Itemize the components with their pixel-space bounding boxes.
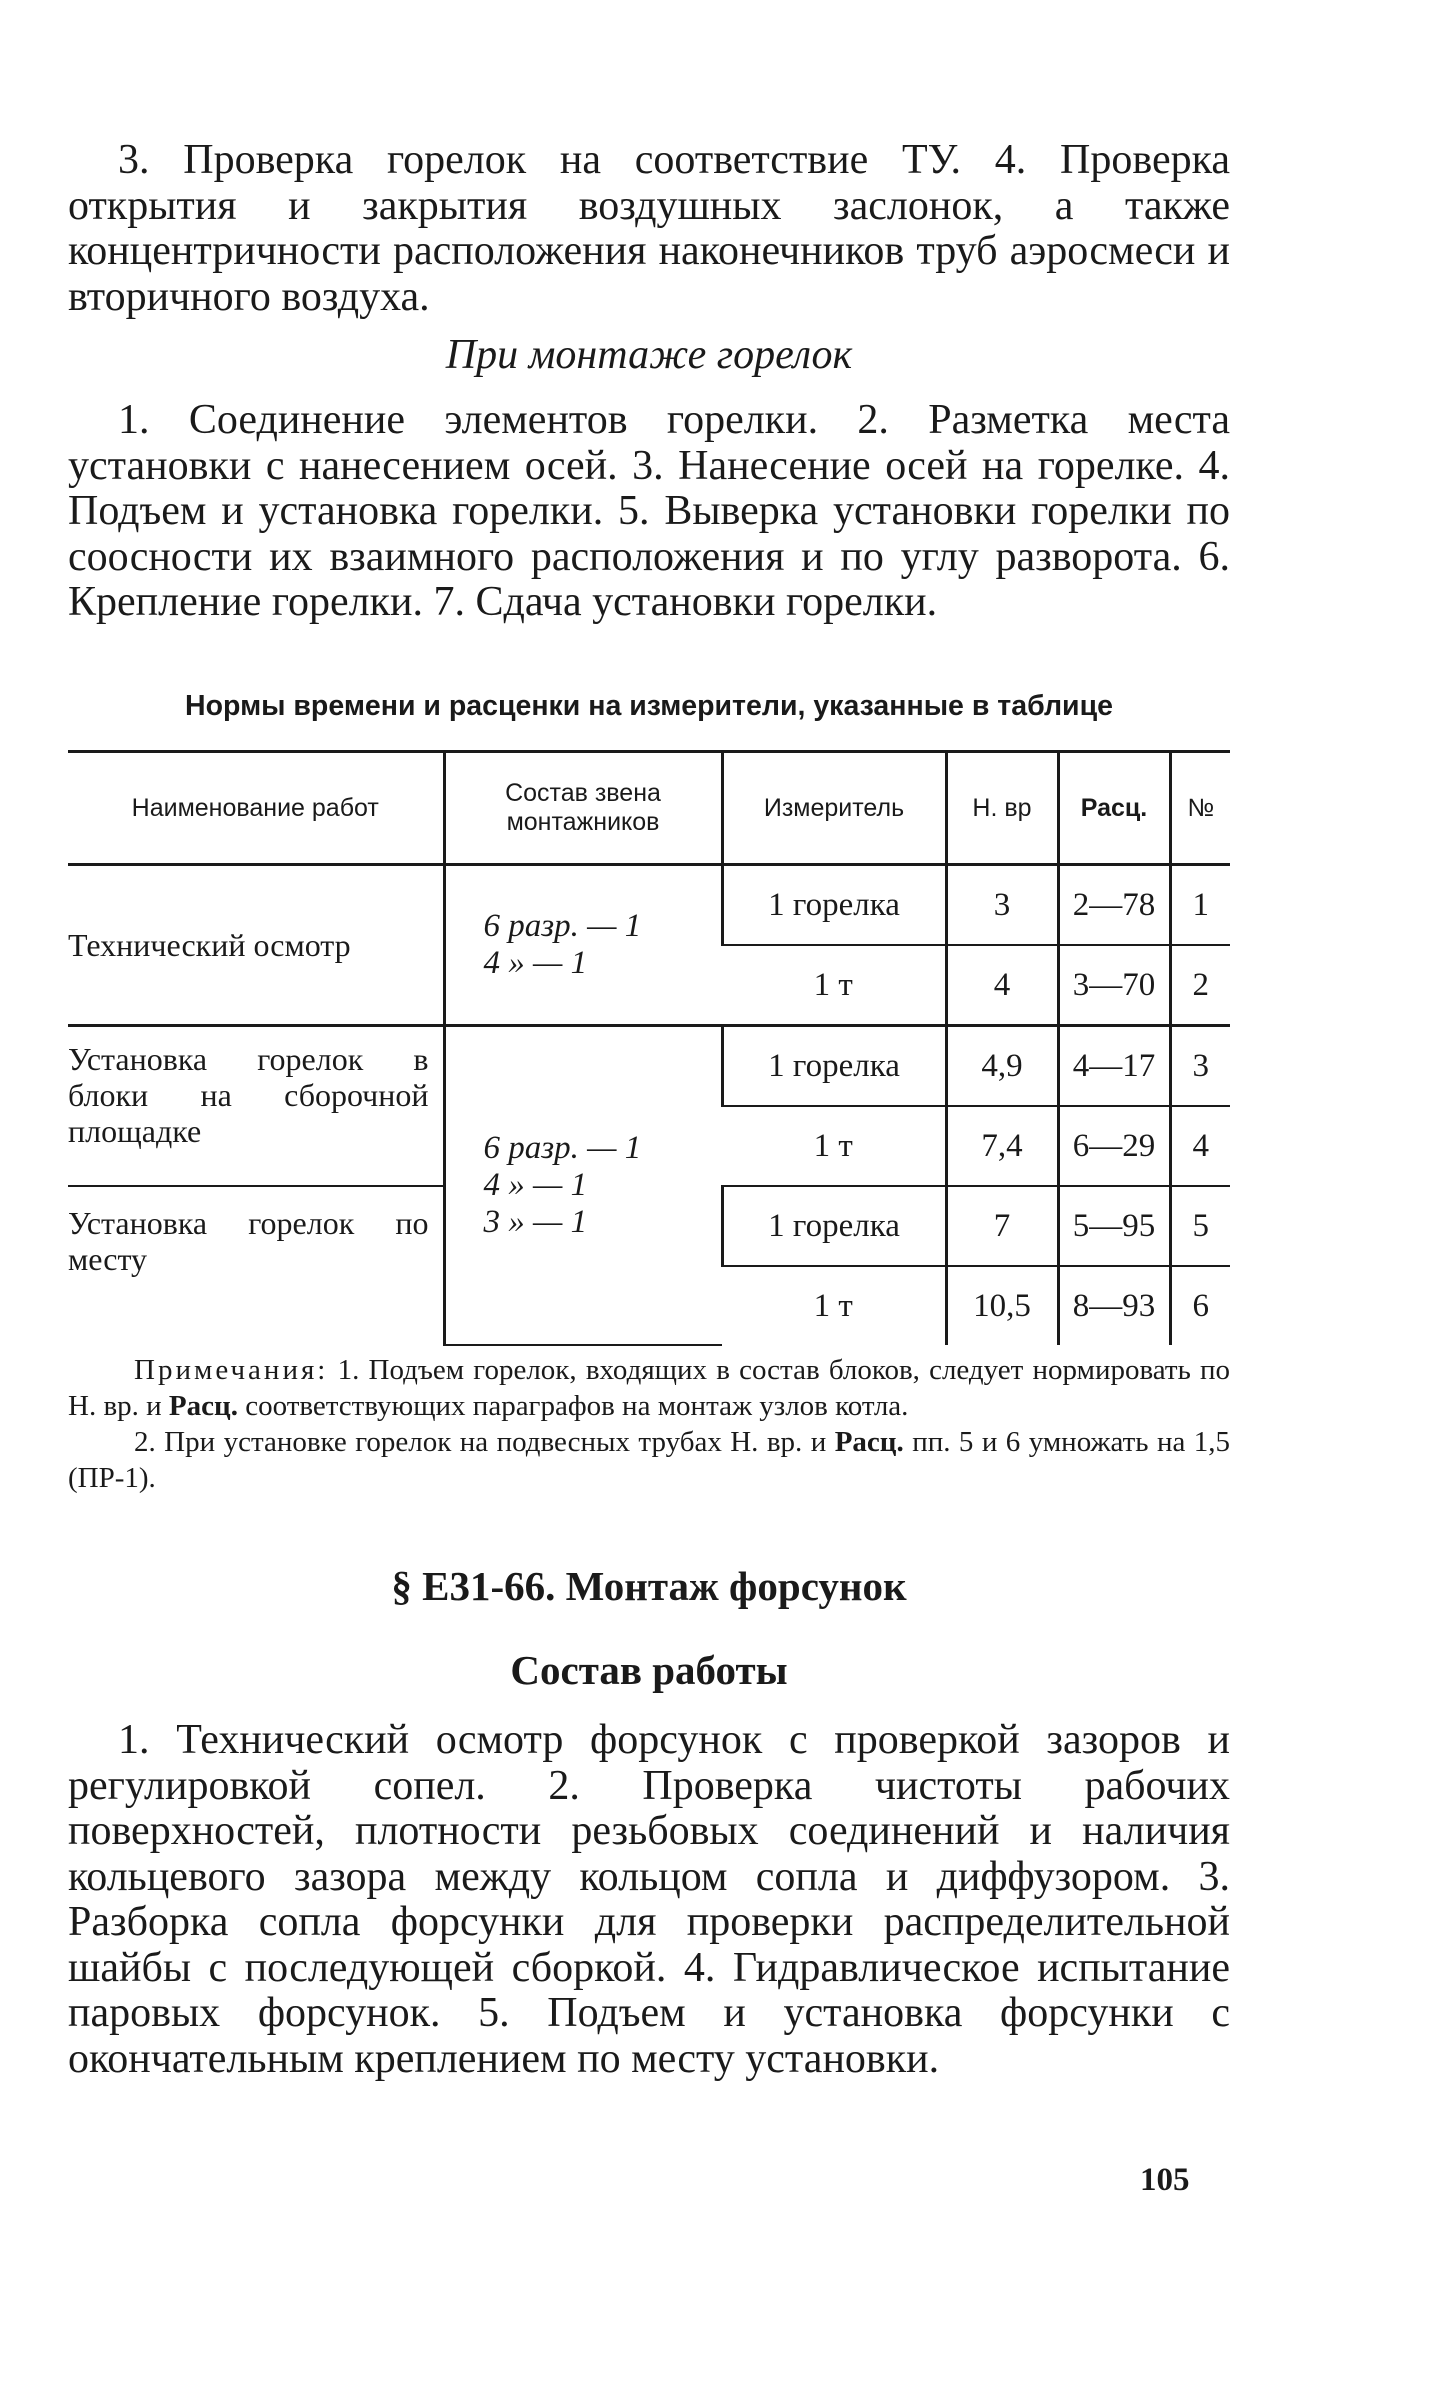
rate-cell: 3—70	[1058, 945, 1170, 1026]
crew-line: 3 » — 1	[483, 1204, 588, 1240]
rate-cell: 6—29	[1058, 1106, 1170, 1186]
rate-cell: 8—93	[1058, 1266, 1170, 1345]
rate-cell: 5—95	[1058, 1186, 1170, 1266]
rate-cell: 4—17	[1058, 1026, 1170, 1107]
norms-table-block	[68, 688, 1230, 1346]
unit-cell: 1 т	[722, 945, 946, 1026]
crew-line: 6 разр. — 1	[483, 908, 642, 944]
norm-cell: 4	[946, 945, 1058, 1026]
note-2: 2. При установке горелок на подвесных трубах Н. вр. и Расц. пп. 5 и 6 умножать на 1,5 (ПР-1).	[68, 1426, 1231, 1494]
norm-cell: 3	[946, 865, 1058, 946]
row-number-cell: 4	[1170, 1106, 1230, 1186]
section-text: 1. Технический осмотр форсунок с проверкой зазоров и регулировкой сопел. 2. Проверка чистоты рабочих поверхностей, плотности резьбовых соединений и наличия кольцевого зазора между кольцом сопла и диффузором. 3. Разборка сопла форсунки для проверки распределительной шайбы с последующей сборкой. 4. Гидравлическое испытание паровых форсунок. 5. Подъем и установка форсунки с окончательным креплением по месту установки.	[68, 1717, 1230, 2082]
table-title: Нормы времени и расценки на измерители, указанные в таблице	[185, 690, 1113, 722]
crew-composition	[444, 1026, 722, 1346]
work-name: Установка горелок в блоки на сборочной площадке	[68, 1026, 444, 1187]
crew-composition	[444, 865, 722, 1026]
work-name: Установка горелок по месту	[68, 1205, 429, 1277]
table-header-row	[68, 752, 1230, 865]
row-number-cell: 3	[1170, 1026, 1230, 1107]
norm-cell: 7	[946, 1186, 1058, 1266]
unit-cell: 1 т	[813, 1287, 853, 1324]
header-norm: Н. вр	[946, 752, 1058, 865]
intro-paragraph	[68, 138, 1230, 320]
mounting-heading: При монтаже горелок	[445, 332, 853, 378]
work-name: Технический осмотр	[68, 865, 444, 1026]
page-number: 105	[1140, 2162, 1190, 2198]
note-1: Примечания: 1. Подъем горелок, входящих в состав блоков, следует нормировать по Н. вр. и Расц. соответствующих параграфов на монтаж узлов котла.	[68, 1354, 1231, 1422]
row-number-cell: 2	[1170, 945, 1230, 1026]
notes-label: Примечания:	[134, 1354, 329, 1386]
header-crew: Состав звена монтажников	[444, 752, 722, 865]
norm-cell: 10,5	[946, 1266, 1058, 1345]
header-unit: Измеритель	[722, 752, 946, 865]
mounting-section	[68, 330, 1230, 626]
rate-cell: 2—78	[1058, 865, 1170, 946]
mounting-text: 1. Соединение элементов горелки. 2. Разметка места установки с нанесением осей. 3. Нанесение осей на горелке. 4. Подъем и установка горелки. 5. Выверка установки горелки по соосности их взаимного расположения и по углу разворота. 6. Крепление горелки. 7. Сдача установки горелки.	[68, 397, 1230, 625]
header-num: №	[1170, 752, 1230, 865]
intro-text: 3. Проверка горелок на соответствие ТУ. 4. Проверка открытия и закрытия воздушных заслонок, а также концентричности расположения наконечников труб аэросмеси и вторичного воздуха.	[68, 137, 1230, 320]
norm-cell: 4,9	[946, 1026, 1058, 1107]
table-row	[68, 865, 1230, 946]
unit-cell: 1 т	[722, 1106, 946, 1186]
row-number-cell: 1	[1170, 865, 1230, 946]
norms-table	[68, 750, 1230, 1346]
crew-line: 6 разр. — 1	[483, 1130, 642, 1166]
table-group-2	[68, 1026, 1230, 1346]
header-name: Наименование работ	[68, 752, 444, 865]
unit-cell: 1 горелка	[722, 1026, 946, 1107]
header-rate: Расц.	[1058, 752, 1170, 865]
unit-cell: 1 горелка	[722, 1186, 946, 1266]
section-e31-66	[68, 1560, 1230, 2082]
table-row	[68, 1026, 1230, 1107]
section-title: § Е31-66. Монтаж форсунок	[391, 1563, 907, 1609]
crew-line: 4 » — 1	[483, 1167, 588, 1203]
row-number-cell: 5	[1170, 1186, 1230, 1266]
table-notes	[68, 1352, 1230, 1496]
crew-line: 4 » — 1	[483, 945, 588, 981]
row-number-cell: 6	[1170, 1266, 1230, 1345]
unit-cell: 1 горелка	[722, 865, 946, 946]
table-group-1	[68, 865, 1230, 1026]
section-subtitle: Состав работы	[510, 1647, 788, 1693]
norm-cell: 7,4	[946, 1106, 1058, 1186]
